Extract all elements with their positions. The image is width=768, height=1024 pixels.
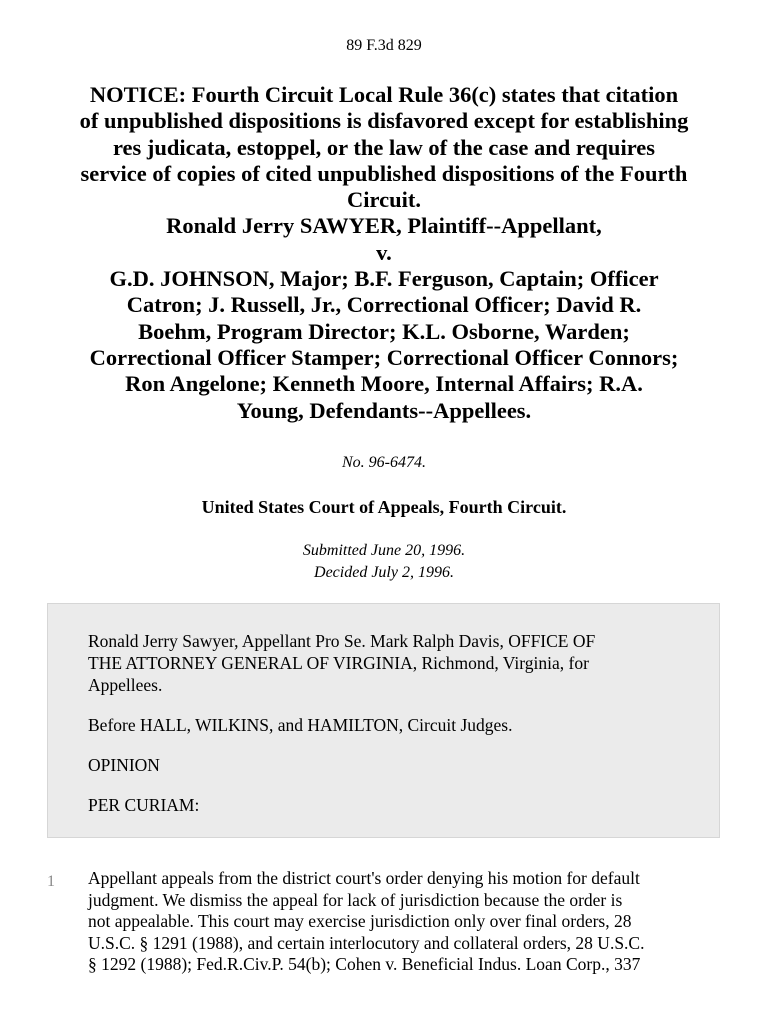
submitted-date: Submitted June 20, 1996.: [302, 542, 466, 559]
paragraph-line: § 1292 (1988); Fed.R.Civ.P. 54(b); Cohen v. Beneficial Indus. Loan Corp., 337: [88, 954, 641, 975]
paragraph-line: U.S.C. § 1291 (1988), and certain interlocutory and collateral orders, 28 U.S.C.: [88, 932, 645, 953]
notice-line: of unpublished dispositions is disfavored except for establishing: [79, 108, 689, 134]
defendant-line: Correctional Officer Stamper; Correctional Officer Connors;: [89, 344, 679, 370]
defendant-line: Catron; J. Russell, Jr., Correctional Officer; David R.: [126, 292, 642, 318]
court-name: United States Court of Appeals, Fourth Circuit.: [201, 497, 567, 517]
paragraph-line: judgment. We dismiss the appeal for lack of jurisdiction because the order is: [88, 889, 623, 910]
defendant-line: Boehm, Program Director; K.L. Osborne, Warden;: [138, 318, 630, 344]
plaintiff-line: Ronald Jerry SAWYER, Plaintiff--Appellant,: [166, 213, 602, 239]
counsel-box: [47, 603, 720, 838]
counsel-line: Appellees.: [88, 675, 163, 695]
case-dates: [0, 540, 768, 584]
counsel-line: Ronald Jerry Sawyer, Appellant Pro Se. Mark Ralph Davis, OFFICE OF: [88, 631, 596, 651]
defendant-line: G.D. JOHNSON, Major; B.F. Ferguson, Captain; Officer: [109, 266, 659, 292]
case-caption: [30, 82, 738, 424]
paragraph-text: [88, 868, 718, 976]
counsel-text: [88, 630, 679, 696]
per-curiam-heading: PER CURIAM:: [88, 795, 200, 815]
notice-line: NOTICE: Fourth Circuit Local Rule 36(c) states that citation: [89, 82, 679, 107]
docket-number: No. 96-6474.: [342, 454, 426, 471]
opinion-heading: OPINION: [88, 755, 160, 775]
case-citation: 89 F.3d 829: [346, 37, 422, 54]
paragraph-line: Appellant appeals from the district court's order denying his motion for default: [88, 868, 640, 888]
counsel-line: THE ATTORNEY GENERAL OF VIRGINIA, Richmond, Virginia, for: [88, 653, 589, 673]
paragraph-number: 1: [47, 873, 55, 890]
defendant-line: Young, Defendants--Appellees.: [236, 397, 532, 423]
judges-line: Before HALL, WILKINS, and HAMILTON, Circuit Judges.: [88, 715, 513, 735]
notice-line: Circuit.: [347, 187, 421, 213]
notice-line: res judicata, estoppel, or the law of the case and requires: [112, 134, 656, 160]
decided-date: Decided July 2, 1996.: [314, 564, 454, 581]
paragraph-line: not appealable. This court may exercise jurisdiction only over final orders, 28: [88, 911, 632, 932]
versus-line: v.: [376, 239, 392, 265]
defendant-line: Ron Angelone; Kenneth Moore, Internal Affairs; R.A.: [125, 371, 643, 397]
notice-line: service of copies of cited unpublished dispositions of the Fourth: [80, 160, 688, 186]
